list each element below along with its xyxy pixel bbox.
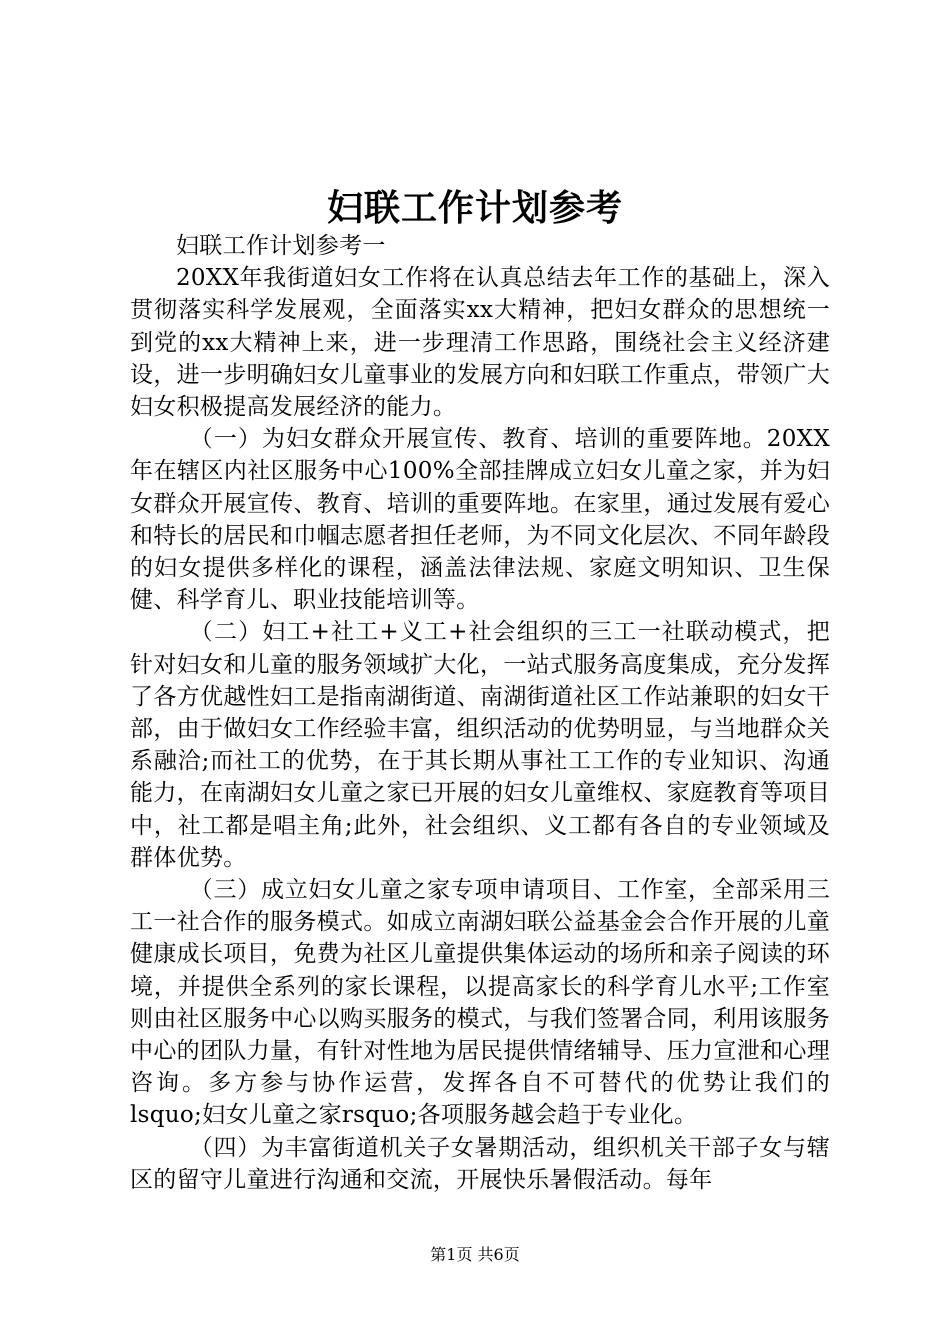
- document-body: [130, 230, 830, 1196]
- paragraph-section-1: （一）为妇女群众开展宣传、教育、培训的重要阵地。20XX年在辖区内社区服务中心100%全部挂牌成立妇女儿童之家，并为妇女群众开展宣传、教育、培训的重要阵地。在家里，通过发展有爱心和特长的居民和巾帼志愿者担任老师，为不同文化层次、不同年龄段的妇女提供多样化的课程，涵盖法律法规、家庭文明知识、卫生保健、科学育儿、职业技能培训等。: [130, 426, 830, 614]
- page-footer: 第1页 共6页: [430, 1245, 520, 1264]
- paragraph-intro: 20XX年我街道妇女工作将在认真总结去年工作的基础上，深入贯彻落实科学发展观，全面落实xx大精神，把妇女群众的思想统一到党的xx大精神上来，进一步理清工作思路，围绕社会主义经济建设，进一步明确妇女儿童事业的发展方向和妇联工作重点，带领广大妇女积极提高发展经济的能力。: [130, 265, 830, 421]
- paragraph-section-3: （三）成立妇女儿童之家专项申请项目、工作室，全部采用三工一社合作的服务模式。如成立南湖妇联公益基金会合作开展的儿童健康成长项目，免费为社区儿童提供集体运动的场所和亲子阅读的环境，并提供全系列的家长课程，以提高家长的科学育儿水平;工作室则由社区服务中心以购买服务的模式，与我们签署合同，利用该服务中心的团队力量，有针对性地为居民提供情绪辅导、压力宣泄和心理咨询。多方参与协作运营，发挥各自不可替代的优势让我们的lsquo;妇女儿童之家rsquo;各项服务越会趋于专业化。: [130, 877, 830, 1129]
- document-title: 妇联工作计划参考: [326, 187, 623, 229]
- paragraph-section-2: （二）妇工+社工+义工+社会组织的三工一社联动模式，把针对妇女和儿童的服务领域扩大化，一站式服务高度集成，充分发挥了各方优越性妇工是指南湖街道、南湖街道社区工作站兼职的妇女干部，由于做妇女工作经验丰富，组织活动的优势明显，与当地群众关系融洽;而社工的优势，在于其长期从事社工工作的专业知识、沟通能力，在南湖妇女儿童之家已开展的妇女儿童维权、家庭教育等项目中，社工都是唱主角;此外，社会组织、义工都有各自的专业领域及群体优势。: [130, 619, 830, 871]
- paragraph-subtitle: 妇联工作计划参考一: [176, 233, 386, 259]
- paragraph-section-4: （四）为丰富街道机关子女暑期活动，组织机关干部子女与辖区的留守儿童进行沟通和交流，开展快乐暑假活动。每年: [130, 1134, 830, 1193]
